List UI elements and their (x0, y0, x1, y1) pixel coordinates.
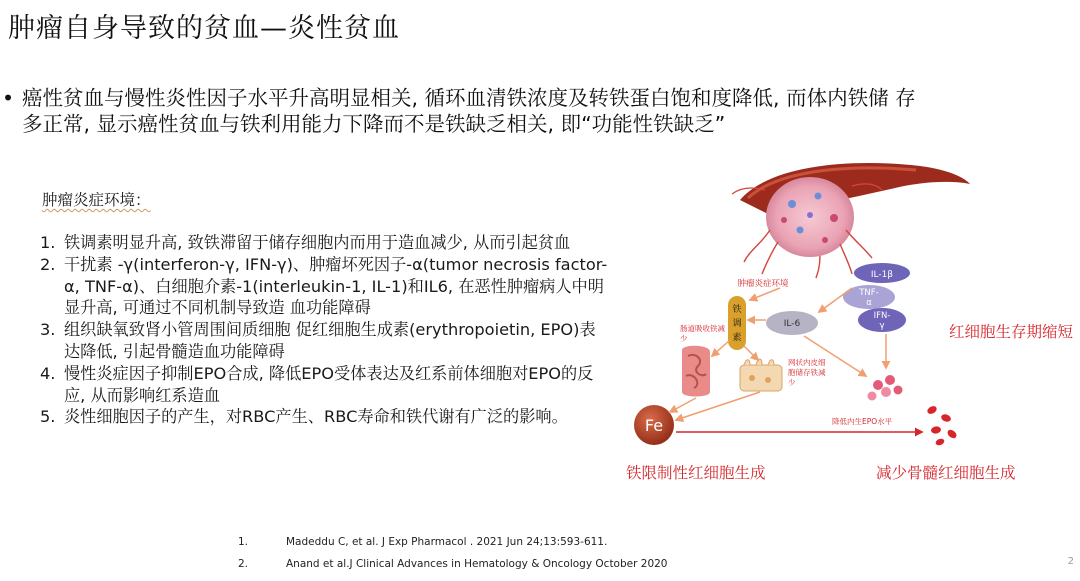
env-heading: 肿瘤炎症环境： (42, 191, 151, 209)
list-item (40, 319, 610, 363)
tnfa-label-line2: α (866, 298, 872, 308)
reference-text: Anand et al.J Clinical Advances in Hematology & Oncology October 2020 (286, 558, 668, 570)
hepcidin-pill (728, 296, 746, 350)
rbc-cluster-right (926, 404, 958, 446)
mechanism-list (40, 232, 610, 428)
list-number: 4. (40, 363, 56, 383)
list-text: 组织缺氧致肾小管周围间质细胞 促红细胞生成素(erythropoietin, EPO)表达降低, 引起骨髓造血功能障碍 (64, 320, 596, 361)
cytokine-ifny (858, 308, 906, 332)
iron-restricted-label: 铁限制性红细胞生成 (626, 464, 766, 482)
cytokine-il6 (766, 311, 818, 335)
list-text: 炎性细胞因子的产生，对RBC产生、RBC寿命和铁代谢有广泛的影响。 (64, 407, 568, 427)
il6-label: IL-6 (783, 319, 801, 329)
rbc-lifespan-label: 红细胞生存期缩短 (948, 323, 1073, 341)
tumor-env-label: 肿瘤炎症环境 (737, 279, 789, 289)
list-number: 2. (40, 254, 56, 274)
reference-text: Madeddu C, et al. J Exp Pharmacol . 2021 Jun 24;13:593-611. (286, 536, 608, 548)
reference-number: 2. (238, 558, 249, 570)
ifny-label-line1: IFN- (873, 311, 891, 321)
lead-text: 癌性贫血与慢性炎性因子水平升高明显相关, 循环血清铁浓度及转铁蛋白饱和度降低, 而体内铁储 存多正常, 显示癌性贫血与铁利用能力下降而不是铁缺乏相关, 即“功能性铁缺乏” (22, 86, 916, 136)
list-number: 3. (40, 320, 56, 340)
cytokine-il1b (854, 263, 910, 283)
hepcidin-char: 铁 (732, 305, 742, 315)
gut-label-line2: 少 (680, 334, 688, 343)
rbc-cluster-middle (868, 375, 903, 401)
intestine-icon (682, 346, 710, 397)
list-text: 慢性炎症因子抑制EPO合成, 降低EPO受体表达及红系前体细胞对EPO的反应, 从而影响红系造血 (64, 363, 594, 405)
reference-number: 1. (238, 536, 249, 548)
fe-label: Fe (644, 416, 664, 435)
list-text: 铁调素明显升高, 致铁滞留于储存细胞内而用于造血减少, 从而引起贫血 (64, 233, 571, 252)
hepcidin-char: 素 (732, 333, 742, 343)
bullet-icon: • (2, 86, 15, 110)
il1b-label: IL-1β (870, 270, 894, 280)
page-number: 2 (1067, 556, 1074, 567)
list-text: 干扰素 -γ(interferon-γ, IFN-γ)、肿瘤坏死因子-α(tumor necrosis factor-α, TNF-α)、白细胞介素-1(interleukin-1, IL-1)和IL6, 在恶性肿瘤病人中明显升高, 可通过不同机制导致造 血功能障碍 (64, 254, 608, 318)
slide-title: 肿瘤自身导致的贫血—炎性贫血 (8, 13, 400, 44)
list-number: 5. (40, 407, 56, 427)
reticulo-label-line1: 网状内皮细 (788, 358, 826, 367)
gut-label-line1: 肠道吸收铁减 (680, 324, 725, 333)
lead-paragraph (2, 85, 932, 137)
hepcidin-char: 调 (732, 319, 742, 329)
epo-label: 降低内生EPO水平 (832, 417, 893, 426)
list-item (40, 406, 610, 428)
ifny-label-line2: γ (879, 321, 885, 331)
marrow-reduced-label: 减少骨髓红细胞生成 (876, 464, 1016, 482)
anemia-mechanism-diagram (620, 160, 1080, 500)
tumor-illustration (732, 163, 970, 278)
fe-icon (634, 405, 674, 445)
tnfa-label-line1: TNF- (859, 288, 879, 298)
list-number: 1. (40, 233, 56, 252)
list-item (40, 232, 610, 254)
macrophage-icon (740, 359, 782, 391)
list-item (40, 363, 610, 407)
list-item (40, 254, 610, 319)
reticulo-label-line2: 胞储存铁减 (788, 368, 826, 377)
reticulo-label-line3: 少 (788, 378, 796, 387)
